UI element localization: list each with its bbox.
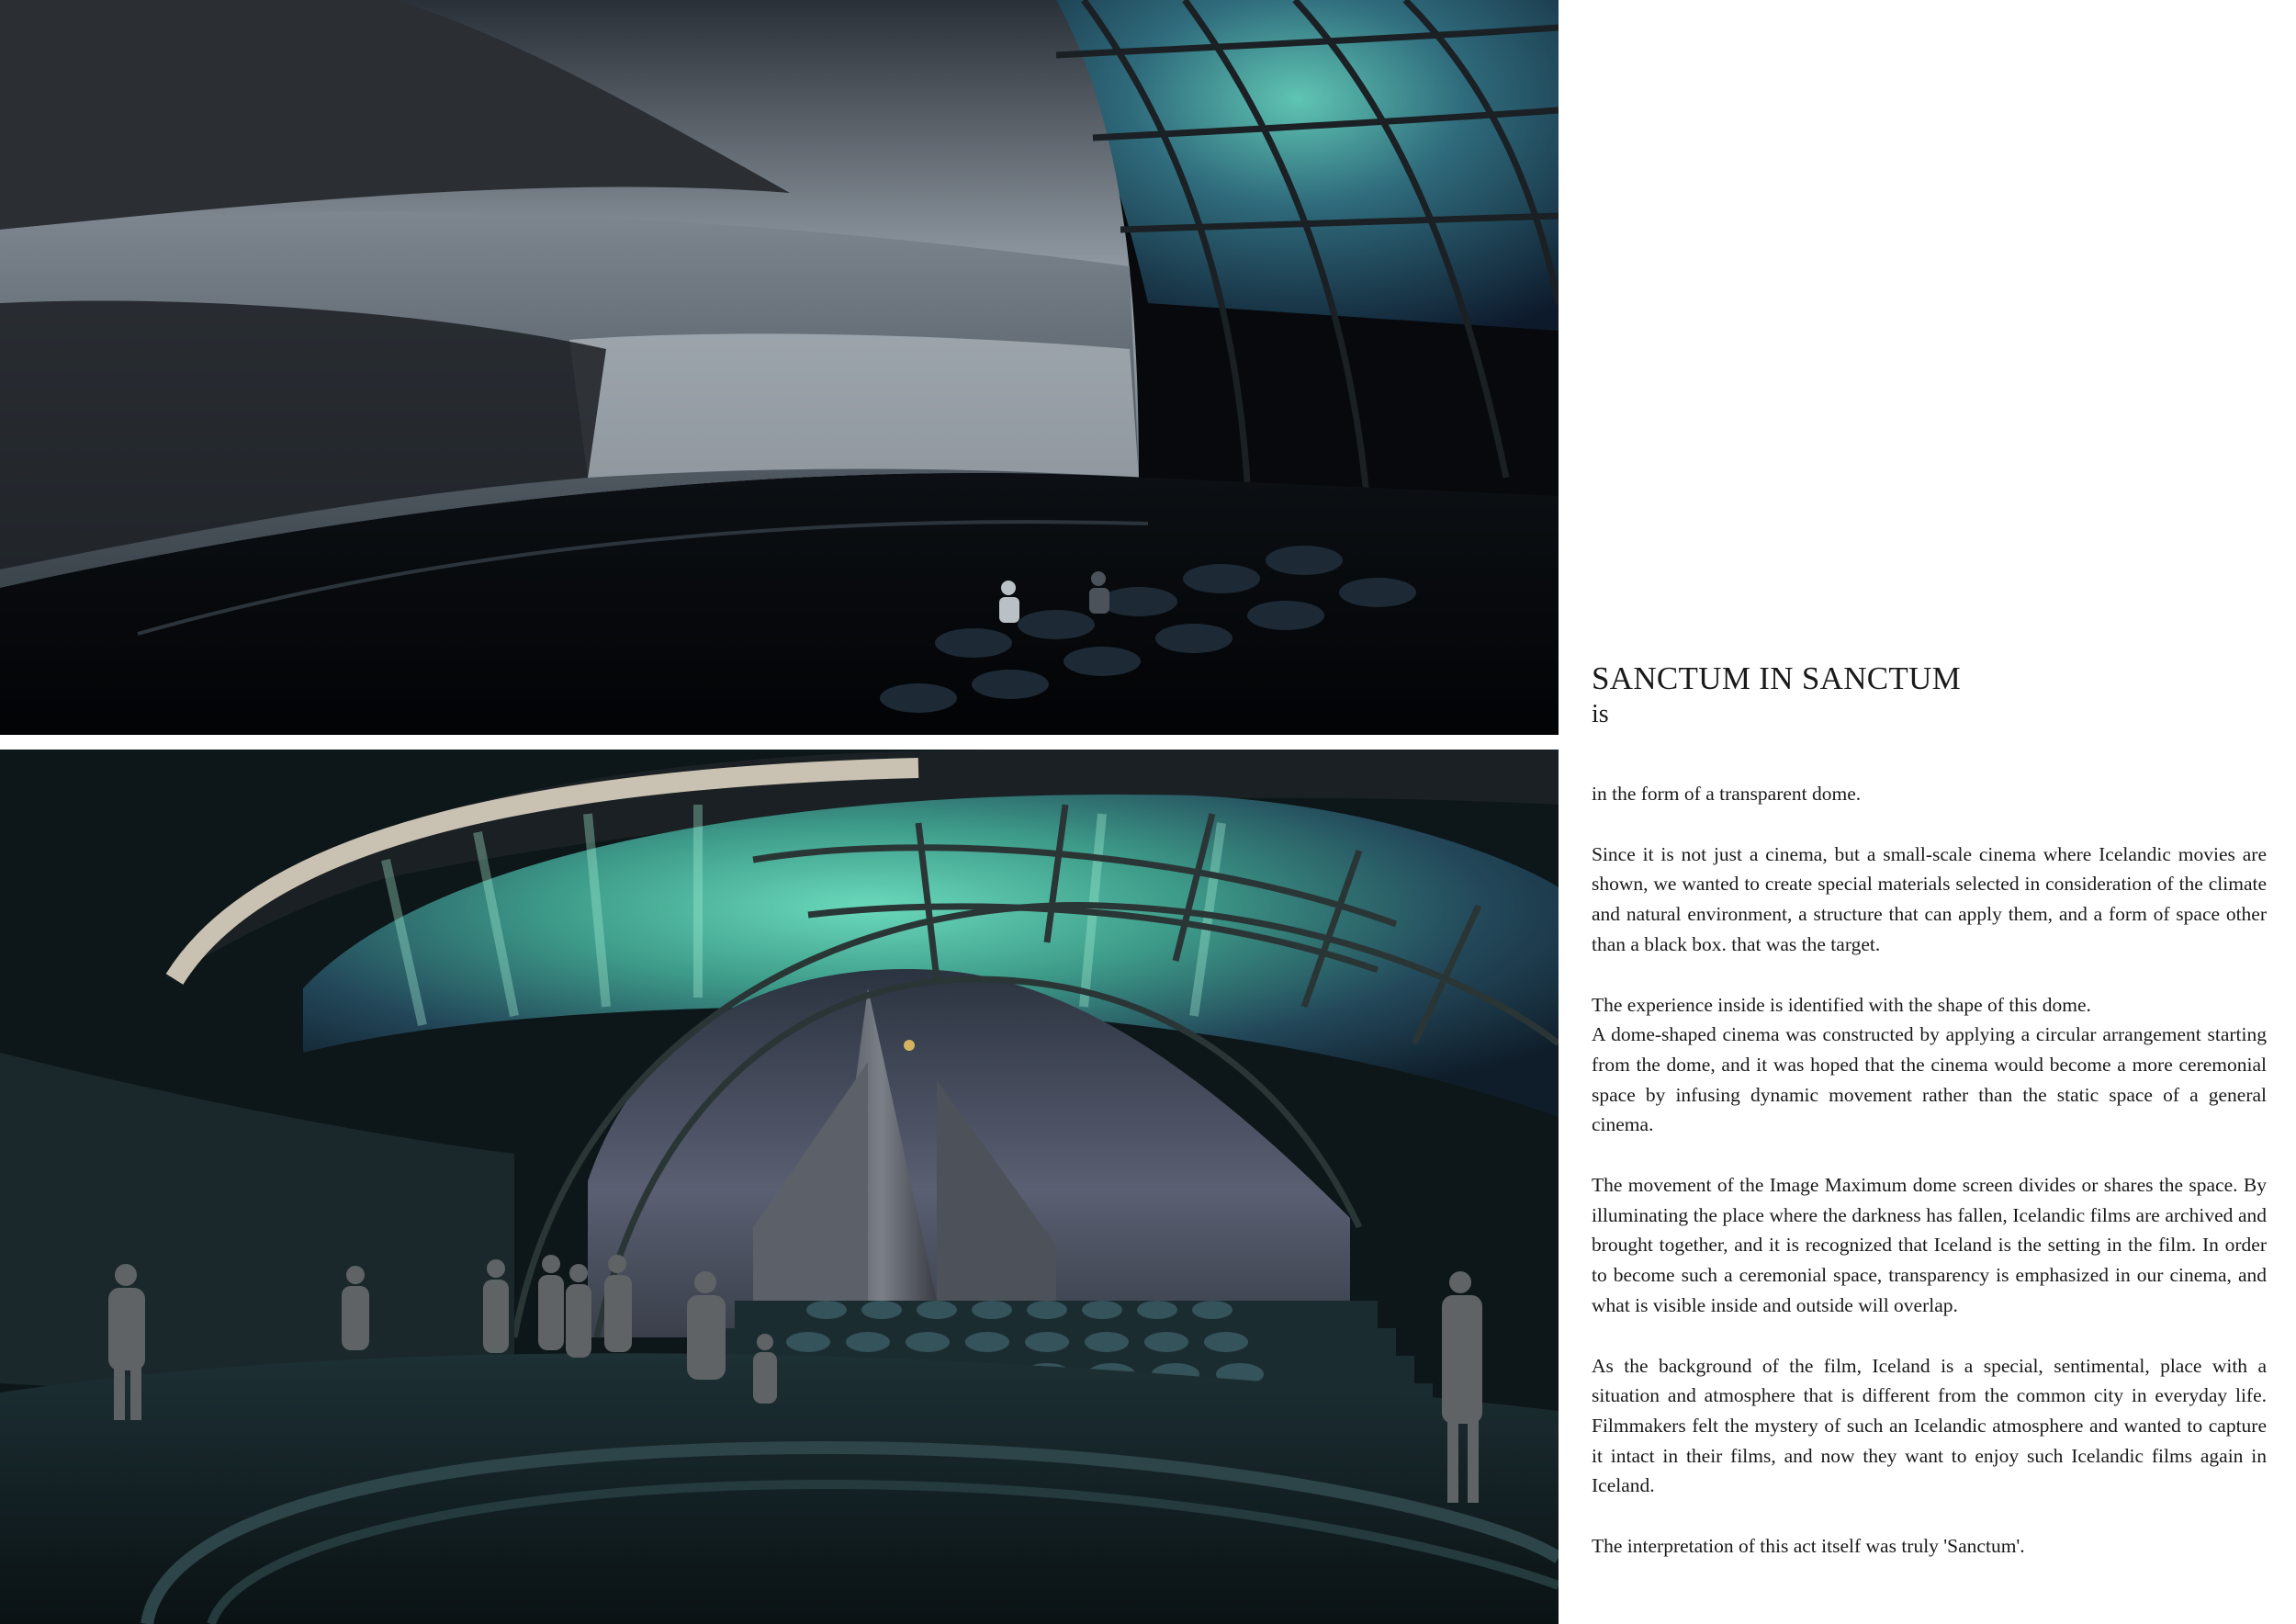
- paragraph-conclusion: [1592, 1531, 2267, 1562]
- paragraph-concept: [1592, 840, 2267, 960]
- paragraph-text: The movement of the Image Maximum dome screen divides or shares the space. By illuminating the place where the darkness has fallen, Icelandic films are archived and brought together, and it is recognized that Iceland is the setting in the film. In order to become such a ceremonial space, transparency is emphasized in our cinema, and what is visible inside and outside will overlap.: [1592, 1174, 2267, 1316]
- paragraph-movement: [1592, 1170, 2267, 1321]
- paragraph-text: As the background of the film, Iceland is a special, sentimental, place with a situation and atmosphere that is different from the common city in everyday life. Filmmakers felt the mystery of such an Icelandic atmosphere and wanted to capture it intact in their films, and now they want to enjoy such Icelandic films again in Iceland.: [1592, 1354, 2267, 1497]
- aurora-render-image: [0, 750, 1559, 1624]
- paragraph-background: [1592, 1351, 2267, 1502]
- render-aurora-screen: [0, 750, 1559, 1624]
- paragraph-text: Since it is not just a cinema, but a small-scale cinema where Icelandic movies are shown, we wanted to create special materials selected in consideration of the climate and natural environment, a structure that can apply them, and a form of space other than a black box. that was the target.: [1592, 842, 2267, 955]
- description-panel: [1592, 660, 2267, 1592]
- render-waterfall-screen: [0, 0, 1559, 735]
- paragraph-text: The experience inside is identified with the shape of this dome.: [1592, 993, 2091, 1016]
- paragraph-intro: [1592, 779, 2267, 809]
- paragraph-text: The interpretation of this act itself was truly 'Sanctum'.: [1592, 1535, 2025, 1558]
- waterfall-render-image: [0, 0, 1559, 735]
- paragraph-text: in the form of a transparent dome.: [1592, 783, 1862, 805]
- paragraph-text: A dome-shaped cinema was constructed by applying a circular arrangement starting from the dome, and it was hoped that the cinema would become a more ceremonial space by infusing dynamic movement rather than the static space of a general cinema.: [1592, 1023, 2267, 1136]
- paragraph-experience: [1592, 990, 2267, 1141]
- project-subtitle: is: [1592, 700, 1609, 728]
- project-title: SANCTUM IN SANCTUM: [1592, 660, 1962, 696]
